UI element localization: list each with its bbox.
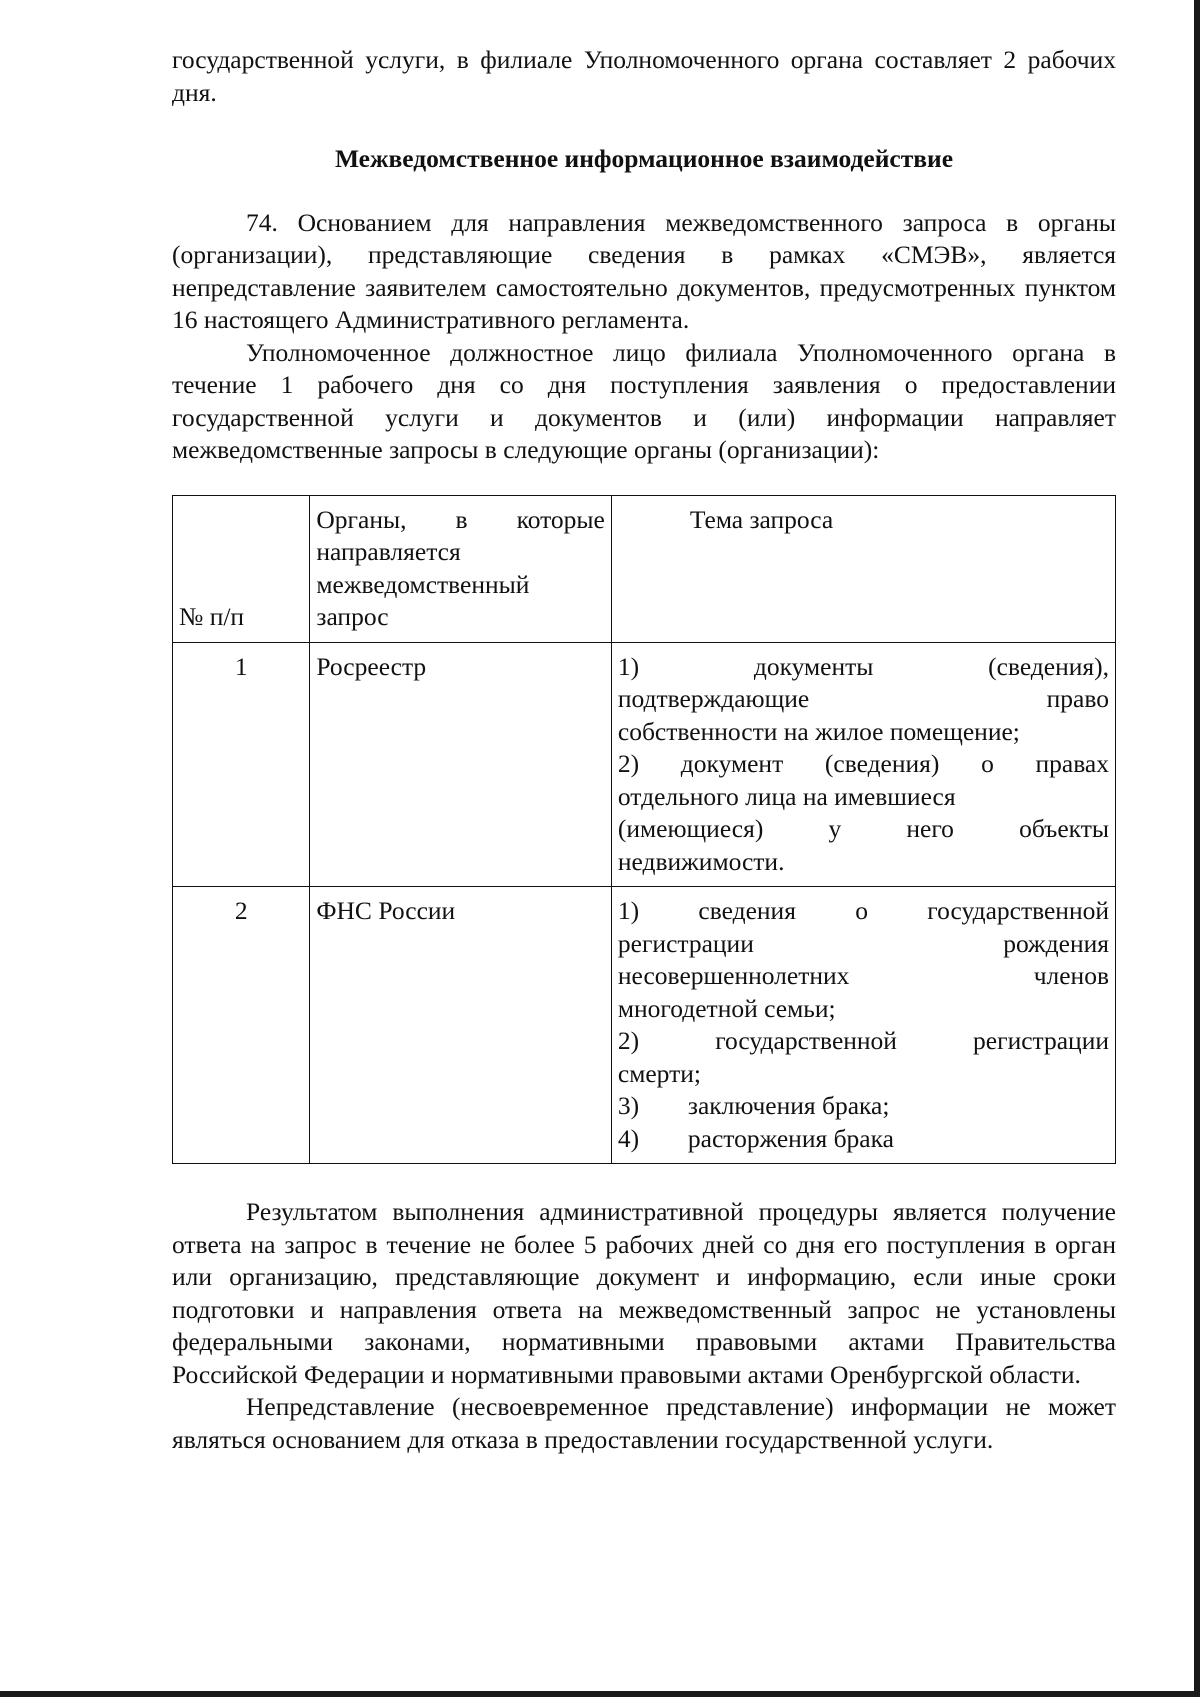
paragraph-nonsubmission: Непредставление (несвоевременное представление) информации не может являться основанием для отказа в предоставлении государственной услуги. (172, 1392, 1116, 1454)
header-org-word-2: в (455, 504, 468, 534)
topic-line: собственности на жилое помещение; (617, 716, 1020, 746)
paragraph-official: Уполномоченное должностное лицо филиала Уполномоченного органа в течение 1 рабочего дня со дня поступления заявления о предоставлении государственной услуги и документов и (или) информации направляет межведомственные запросы в следующие органы (организации): (172, 337, 1116, 464)
intro-continuation: государственной услуги, в филиале Уполномоченного органа составляет 2 рабочих дня. (172, 45, 1116, 107)
scan-bottom-border (0, 1691, 1200, 1697)
topic-line: 1) документы (сведения), (617, 651, 1109, 681)
row-topic (611, 887, 1115, 1164)
topic-line: смерти; (617, 1058, 701, 1088)
section-heading: Межведомственное информационное взаимодействие (334, 144, 954, 173)
table-row (173, 887, 1116, 1164)
paragraph-74: 74. Основанием для направления межведомственного запроса в органы (организации), представляющие сведения в рамках «СМЭВ», является непредставление заявителем самостоятельно документов, предусмотренных пунктом 16 настоящего Административного регламента. (172, 207, 1116, 334)
row-num: 2 (173, 887, 310, 1164)
row-num: 1 (173, 642, 310, 887)
row-org: Росреестр (310, 642, 612, 887)
topic-line: недвижимости. (617, 846, 785, 876)
header-org-line1 (316, 504, 605, 537)
topic-line: (имеющиеся) у него объекты (617, 814, 1109, 843)
table-row (173, 642, 1116, 887)
topic-item-mark: 3) (617, 1091, 640, 1120)
topic-line: 2) документ (сведения) о правах (617, 749, 1109, 778)
document-content (172, 44, 1116, 1456)
topic-line: многодетной семьи; (617, 993, 836, 1023)
scan-right-border (1194, 0, 1200, 1697)
topic-line: 2) государственной регистрации (617, 1026, 1109, 1055)
topic-item-text: заключения брака; (687, 1091, 890, 1120)
topic-item-mark: 4) (617, 1123, 640, 1153)
topic-item (618, 1090, 1109, 1123)
topic-line: 1) сведения о государственной (617, 896, 1109, 925)
topic-item (618, 1123, 1109, 1156)
header-org (310, 495, 612, 642)
header-org-word-3: которые (516, 504, 605, 534)
requests-table (172, 495, 1116, 1165)
header-org-word-1: Органы, (316, 504, 407, 534)
header-org-rest: направляется межведомственный запрос (316, 537, 530, 631)
row-org: ФНС России (310, 887, 612, 1164)
topic-line: регистрации рождения (617, 928, 1109, 958)
row-topic (611, 642, 1115, 887)
topic-item-text: расторжения брака (687, 1123, 894, 1153)
paragraph-result: Результатом выполнения административной процедуры является получение ответа на запрос в течение не более 5 рабочих дней со дня его поступления в орган или организацию, представляющие документ и информацию, если иные сроки подготовки и направления ответа на межведомственный запрос не установлены федеральными законами, нормативными правовыми актами Правительства Российской Федерации и нормативными правовыми актами Оренбургской области. (172, 1197, 1116, 1389)
topic-line: подтверждающие право (617, 684, 1109, 713)
topic-line: отдельного лица на имевшиеся (617, 781, 956, 811)
table-header-row (173, 495, 1116, 642)
header-num: № п/п (173, 495, 310, 642)
topic-line: несовершеннолетних членов (617, 961, 1109, 990)
header-topic: Тема запроса (611, 495, 1115, 642)
